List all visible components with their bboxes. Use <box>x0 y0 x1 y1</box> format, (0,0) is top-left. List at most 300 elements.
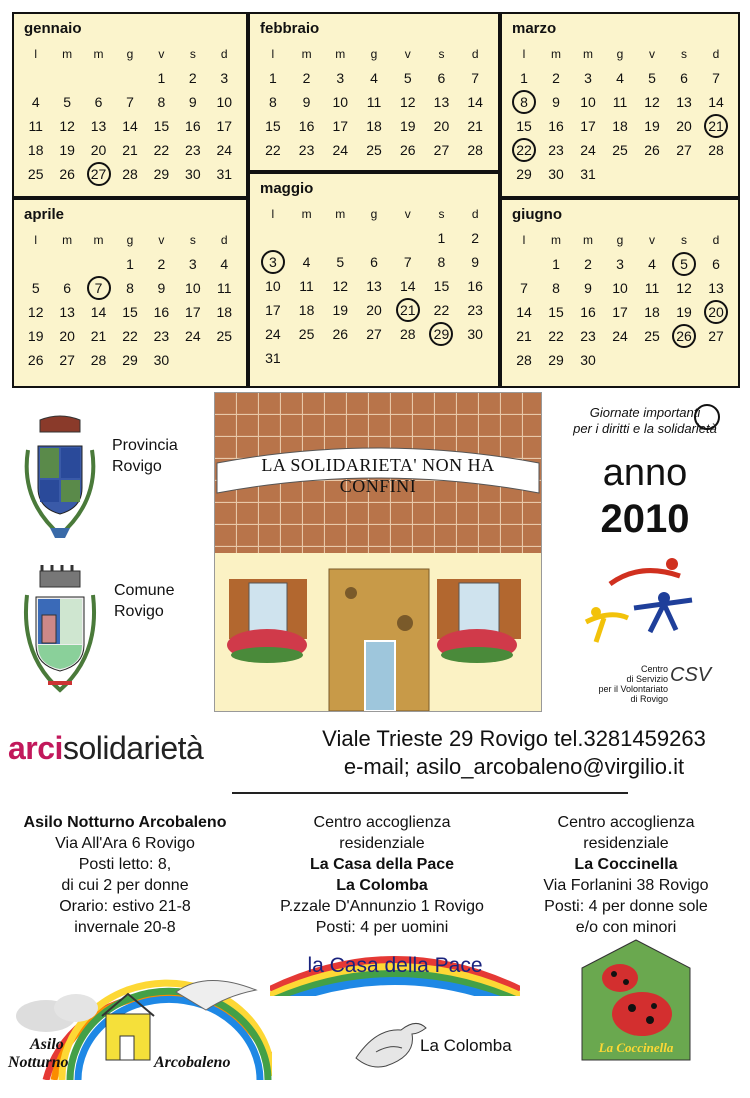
calendar-week-row <box>256 114 492 138</box>
calendar-day-highlighted: 26 <box>668 328 700 344</box>
poster-image <box>214 392 542 712</box>
calendar-day: 29 <box>153 166 170 182</box>
coccinella-info <box>506 812 746 938</box>
calendar-day: 22 <box>548 328 564 344</box>
csv-line4: di Rovigo <box>630 694 668 704</box>
calendar-day: 13 <box>90 118 107 134</box>
calendar-day: 9 <box>471 254 480 270</box>
weekday-label: d <box>471 207 479 221</box>
comune-coat-of-arms <box>12 565 108 700</box>
calendar-week-row <box>508 138 732 162</box>
calendar-day-highlighted: 5 <box>668 256 700 272</box>
calendar-day: 27 <box>433 142 450 158</box>
calendar-week-row <box>508 90 732 114</box>
calendar-day: 15 <box>516 118 532 134</box>
calendar-week-row <box>20 252 240 276</box>
weekday-label: v <box>158 47 165 61</box>
asilo-logo-word2: Notturno <box>8 1054 69 1071</box>
weekday-label: l <box>271 207 275 221</box>
calendar-day: 16 <box>185 118 201 134</box>
weekday-label: g <box>126 47 134 61</box>
calendar-week-row <box>508 348 732 372</box>
calendar-day: 11 <box>644 280 660 296</box>
calendar-day: 28 <box>708 142 724 158</box>
calendar-month-name: maggio <box>260 180 314 197</box>
calendar-day: 9 <box>584 280 592 296</box>
calendar-day: 14 <box>122 118 138 134</box>
calendar-day: 6 <box>94 94 103 110</box>
calendar-day: 6 <box>680 70 688 86</box>
weekday-label: m <box>301 47 312 61</box>
calendar-day: 13 <box>433 94 450 110</box>
calendar-day: 30 <box>185 166 201 182</box>
calendar-day: 20 <box>59 328 75 344</box>
calendar-day: 2 <box>552 70 560 86</box>
weekday-label: m <box>93 47 104 61</box>
calendar-day: 23 <box>580 328 596 344</box>
calendar-week-row <box>256 250 492 274</box>
calendar-day: 11 <box>28 118 43 134</box>
calendar-weekday-header <box>508 42 732 66</box>
calendar-day: 8 <box>437 254 446 270</box>
calendar-week-row <box>256 322 492 346</box>
calendar-day: 20 <box>366 302 382 318</box>
colomba-logo-text: La Colomba <box>420 1036 512 1055</box>
calendar-day: 12 <box>644 94 660 110</box>
calendar-day: 14 <box>467 94 483 110</box>
calendar-day: 26 <box>399 142 416 158</box>
calendar-day: 15 <box>122 304 138 320</box>
weekday-label: m <box>93 233 104 247</box>
calendar-day: 21 <box>516 328 532 344</box>
calendar-aprile <box>12 198 248 388</box>
calendar-week-row <box>20 324 240 348</box>
calendar-day: 4 <box>616 70 624 86</box>
comune-line1: Comune <box>114 582 175 599</box>
csv-acronym: CSV <box>670 664 712 686</box>
weekday-label: s <box>438 47 445 61</box>
calendar-day: 23 <box>185 142 201 158</box>
calendar-day: 3 <box>220 70 229 86</box>
calendar-week-row <box>20 138 240 162</box>
calendar-day: 29 <box>548 352 564 368</box>
calendar-day: 29 <box>122 352 138 368</box>
calendar-marzo <box>500 12 740 198</box>
weekday-label: g <box>126 233 134 247</box>
calendar-day: 14 <box>516 304 532 320</box>
arci-part2: solidarietà <box>62 730 204 766</box>
asilo-logo-word3: Arcobaleno <box>154 1054 231 1071</box>
calendar-day: 6 <box>712 256 720 272</box>
calendar-day: 16 <box>467 278 483 294</box>
calendar-day-highlighted: 21 <box>700 118 732 134</box>
calendar-day: 6 <box>63 280 72 296</box>
calendar-week-row <box>20 348 240 372</box>
calendar-weekday-header <box>256 42 492 66</box>
contact-email: e-mail; asilo_arcobaleno@virgilio.it <box>343 754 685 779</box>
calendar-day-highlighted: 29 <box>425 326 459 342</box>
weekday-label: l <box>522 233 526 247</box>
calendar-day: 22 <box>153 142 170 158</box>
calendar-day: 3 <box>336 70 345 86</box>
contact-address: Viale Trieste 29 Rovigo tel.3281459263 <box>322 726 706 751</box>
calendar-day: 19 <box>59 142 75 158</box>
calendar-day: 5 <box>648 70 656 86</box>
weekday-label: d <box>471 47 479 61</box>
calendar-day: 13 <box>366 278 382 294</box>
calendar-day: 13 <box>676 94 692 110</box>
calendar-days <box>508 42 732 186</box>
calendar-day: 8 <box>552 280 560 296</box>
calendar-day: 30 <box>548 166 564 182</box>
weekday-label: m <box>301 207 312 221</box>
weekday-label: m <box>551 233 561 247</box>
calendar-day: 28 <box>122 166 138 182</box>
calendar-month-name: gennaio <box>24 20 82 37</box>
asilo-line4: Orario: estivo 21-8 <box>59 898 191 915</box>
calendar-day: 23 <box>467 302 483 318</box>
casa-title2: La Colomba <box>336 877 428 894</box>
asilo-logo <box>6 950 272 1080</box>
asilo-info <box>5 812 245 938</box>
weekday-label: g <box>616 47 624 61</box>
calendar-day: 1 <box>520 70 528 86</box>
calendar-day: 5 <box>403 70 412 86</box>
calendar-day: 1 <box>268 70 277 86</box>
calendar-day: 15 <box>265 118 281 134</box>
calendar-week-row <box>20 66 240 90</box>
calendar-week-row <box>256 274 492 298</box>
provincia-line2: Rovigo <box>112 458 162 475</box>
casa-line1: Centro accoglienza <box>313 814 451 831</box>
calendar-day: 28 <box>399 326 416 342</box>
calendar-day: 13 <box>59 304 75 320</box>
calendar-day: 26 <box>59 166 75 182</box>
calendar-day: 15 <box>433 278 450 294</box>
calendar-day-highlighted: 22 <box>508 142 540 158</box>
calendar-day: 23 <box>548 142 564 158</box>
legend-line2: per i diritti e la solidarietà <box>573 421 717 436</box>
weekday-label: l <box>34 47 38 61</box>
asilo-line2: Posti letto: 8, <box>78 856 172 873</box>
calendar-day: 19 <box>27 328 44 344</box>
year-label: anno <box>602 452 688 494</box>
calendar-day: 18 <box>27 142 44 158</box>
calendar-month-name: giugno <box>512 206 562 223</box>
calendar-day: 20 <box>433 118 450 134</box>
calendar-day: 14 <box>708 94 724 110</box>
calendar-day: 3 <box>188 256 197 272</box>
weekday-label: s <box>189 233 196 247</box>
calendar-day: 18 <box>298 302 315 318</box>
weekday-label: v <box>649 233 655 247</box>
calendar-day: 17 <box>185 304 201 320</box>
calendar-day: 7 <box>712 70 720 86</box>
calendar-day: 17 <box>265 302 281 318</box>
legend-circle-icon <box>694 404 720 430</box>
calendar-day: 30 <box>153 352 170 368</box>
comune-label <box>114 580 174 622</box>
calendar-day: 10 <box>612 280 628 296</box>
calendar-day: 24 <box>185 328 201 344</box>
contact-block <box>280 725 748 781</box>
weekday-label: v <box>404 47 411 61</box>
weekday-label: l <box>271 47 275 61</box>
weekday-label: s <box>681 233 687 247</box>
calendar-day-highlighted: 21 <box>391 302 425 318</box>
comune-line2: Rovigo <box>114 603 164 620</box>
csv-line3: per il Volontariato <box>598 684 668 694</box>
coccinella-line1: Centro accoglienza <box>557 814 695 831</box>
csv-text <box>580 664 668 704</box>
calendar-day: 8 <box>157 94 166 110</box>
calendar-day: 2 <box>157 256 166 272</box>
calendar-day: 11 <box>612 94 628 110</box>
calendar-day: 31 <box>580 166 596 182</box>
calendar-day: 31 <box>216 166 233 182</box>
calendar-day: 9 <box>552 94 560 110</box>
calendar-day: 29 <box>516 166 532 182</box>
calendar-week-row <box>508 300 732 324</box>
arci-part1: arci <box>8 730 63 766</box>
calendar-day: 27 <box>366 326 382 342</box>
provincia-line1: Provincia <box>112 437 178 454</box>
calendar-week-row <box>20 276 240 300</box>
weekday-label: d <box>220 47 228 61</box>
calendar-week-row <box>508 252 732 276</box>
calendar-day: 19 <box>644 118 660 134</box>
calendar-day: 9 <box>302 94 311 110</box>
calendar-day: 17 <box>216 118 233 134</box>
casa-line3: P.zzale D'Annunzio 1 Rovigo <box>280 898 484 915</box>
year-value: 2010 <box>600 497 690 541</box>
calendar-day: 30 <box>467 326 483 342</box>
coccinella-logo-text: La Coccinella <box>598 1040 674 1055</box>
calendar-day: 20 <box>90 142 107 158</box>
calendar-week-row <box>20 114 240 138</box>
calendar-week-row <box>256 226 492 250</box>
arci-logo <box>8 730 203 767</box>
calendar-day: 5 <box>63 94 72 110</box>
divider <box>232 792 628 794</box>
calendar-weekday-header <box>508 228 732 252</box>
poster-banner: LA SOLIDARIETA' NON HA CONFINI <box>261 455 495 496</box>
weekday-label: m <box>62 47 73 61</box>
calendar-day: 18 <box>644 304 660 320</box>
calendar-month-name: febbraio <box>260 20 320 37</box>
calendar-day: 12 <box>27 304 44 320</box>
calendar-day: 8 <box>268 94 277 110</box>
calendar-days <box>508 228 732 372</box>
calendar-day: 24 <box>612 328 628 344</box>
calendar-week-row <box>508 324 732 348</box>
calendar-day: 14 <box>90 304 107 320</box>
casa-pace-logo <box>270 940 520 996</box>
calendar-day: 24 <box>265 326 281 342</box>
calendar-day: 20 <box>676 118 692 134</box>
calendar-days <box>256 202 492 370</box>
calendar-day: 2 <box>471 230 480 246</box>
coccinella-title: La Coccinella <box>574 856 678 873</box>
calendar-day: 17 <box>612 304 628 320</box>
calendar-day: 4 <box>302 254 311 270</box>
calendar-days <box>20 42 240 186</box>
calendar-maggio <box>248 172 500 388</box>
calendar-day: 18 <box>612 118 628 134</box>
calendar-day: 10 <box>332 94 349 110</box>
weekday-label: l <box>522 47 526 61</box>
weekday-label: m <box>335 47 346 61</box>
calendar-day: 17 <box>580 118 596 134</box>
calendar-day: 9 <box>188 94 197 110</box>
calendar-week-row <box>508 114 732 138</box>
calendar-day-highlighted: 20 <box>700 304 732 320</box>
weekday-label: m <box>335 207 346 221</box>
calendar-week-row <box>256 90 492 114</box>
weekday-label: s <box>681 47 687 61</box>
csv-logo <box>580 556 710 648</box>
calendar-week-row <box>256 346 492 370</box>
calendar-day: 22 <box>122 328 138 344</box>
calendar-day: 6 <box>437 70 446 86</box>
csv-line2: di Servizio <box>626 674 668 684</box>
calendar-day: 7 <box>471 70 480 86</box>
calendar-day: 10 <box>185 280 201 296</box>
calendar-day: 16 <box>153 304 170 320</box>
calendar-day: 5 <box>336 254 345 270</box>
asilo-line1: Via All'Ara 6 Rovigo <box>55 835 195 852</box>
calendar-day: 12 <box>399 94 416 110</box>
calendar-day: 25 <box>216 328 233 344</box>
calendar-day-highlighted: 27 <box>83 166 114 182</box>
calendar-day: 28 <box>467 142 483 158</box>
calendar-week-row <box>256 298 492 322</box>
calendar-day: 27 <box>708 328 724 344</box>
calendar-day: 25 <box>27 166 44 182</box>
calendar-day-highlighted: 3 <box>256 254 290 270</box>
asilo-line5: invernale 20-8 <box>74 919 176 936</box>
calendar-day: 1 <box>157 70 166 86</box>
casa-title1: La Casa della Pace <box>309 856 455 873</box>
calendar-gennaio <box>12 12 248 198</box>
calendar-day: 25 <box>612 142 628 158</box>
casa-pace-info <box>262 812 502 938</box>
provincia-coat-of-arms <box>10 410 110 545</box>
calendar-day: 18 <box>216 304 233 320</box>
calendar-week-row <box>508 162 732 186</box>
calendar-day: 11 <box>216 280 232 296</box>
asilo-line3: di cui 2 per donne <box>61 877 189 894</box>
calendar-day: 30 <box>580 352 596 368</box>
calendar-day: 19 <box>399 118 416 134</box>
calendar-day: 3 <box>616 256 624 272</box>
provincia-label <box>112 435 178 477</box>
calendar-day: 19 <box>332 302 349 318</box>
calendar-week-row <box>508 276 732 300</box>
calendar-day: 22 <box>265 142 281 158</box>
calendar-day: 22 <box>433 302 450 318</box>
weekday-label: g <box>370 47 378 61</box>
weekday-label: d <box>712 233 720 247</box>
calendar-week-row <box>256 138 492 162</box>
calendar-day: 26 <box>644 142 660 158</box>
calendar-day: 23 <box>153 328 170 344</box>
calendar-day: 24 <box>580 142 596 158</box>
calendar-day: 2 <box>302 70 311 86</box>
calendar-day: 15 <box>548 304 564 320</box>
calendar-day: 2 <box>188 70 197 86</box>
weekday-label: d <box>220 233 228 247</box>
calendar-day: 9 <box>157 280 166 296</box>
calendar-day: 1 <box>437 230 446 246</box>
calendar-day: 1 <box>126 256 134 272</box>
calendar-day: 16 <box>298 118 315 134</box>
calendar-day: 21 <box>122 142 138 158</box>
calendar-day: 10 <box>216 94 233 110</box>
calendar-day-highlighted: 7 <box>83 280 114 296</box>
weekday-label: g <box>616 233 624 247</box>
calendar-day: 21 <box>467 118 483 134</box>
calendar-weekday-header <box>256 202 492 226</box>
calendar-day: 24 <box>216 142 233 158</box>
calendar-day: 4 <box>370 70 378 86</box>
calendar-day: 25 <box>298 326 315 342</box>
calendar-day: 2 <box>584 256 592 272</box>
calendar-febbraio <box>248 12 500 172</box>
calendar-week-row <box>20 300 240 324</box>
calendar-day: 11 <box>366 94 382 110</box>
coccinella-line2: residenziale <box>583 835 669 852</box>
calendar-days <box>256 42 492 162</box>
coccinella-line5: e/o con minori <box>575 919 677 936</box>
calendar-day: 5 <box>31 280 40 296</box>
weekday-label: m <box>551 47 561 61</box>
calendar-day: 4 <box>31 94 40 110</box>
weekday-label: v <box>649 47 655 61</box>
calendar-day: 27 <box>676 142 692 158</box>
calendar-day-highlighted: 8 <box>508 94 540 110</box>
calendar-day: 13 <box>708 280 724 296</box>
weekday-label: l <box>34 233 38 247</box>
calendar-day: 12 <box>332 278 349 294</box>
calendar-day: 7 <box>520 280 528 296</box>
weekday-label: m <box>583 47 593 61</box>
calendar-weekday-header <box>20 228 240 252</box>
calendar-day: 17 <box>332 118 349 134</box>
calendar-day: 25 <box>366 142 382 158</box>
calendar-day: 4 <box>648 256 656 272</box>
weekday-label: g <box>370 207 378 221</box>
calendar-day: 16 <box>548 118 564 134</box>
casa-line2: residenziale <box>339 835 425 852</box>
weekday-label: v <box>158 233 165 247</box>
weekday-label: m <box>583 233 593 247</box>
weekday-label: d <box>712 47 720 61</box>
weekday-label: v <box>404 207 411 221</box>
calendar-day: 16 <box>580 304 596 320</box>
calendar-week-row <box>20 162 240 186</box>
weekday-label: s <box>438 207 445 221</box>
calendar-day: 11 <box>299 278 314 294</box>
coccinella-logo <box>580 938 692 1062</box>
casa-logo-text: la Casa della Pace <box>307 954 483 977</box>
weekday-label: s <box>189 47 196 61</box>
calendar-day: 1 <box>552 256 560 272</box>
calendar-day: 28 <box>90 352 107 368</box>
weekday-label: m <box>62 233 73 247</box>
calendar-day: 25 <box>644 328 660 344</box>
calendar-day: 7 <box>403 254 412 270</box>
